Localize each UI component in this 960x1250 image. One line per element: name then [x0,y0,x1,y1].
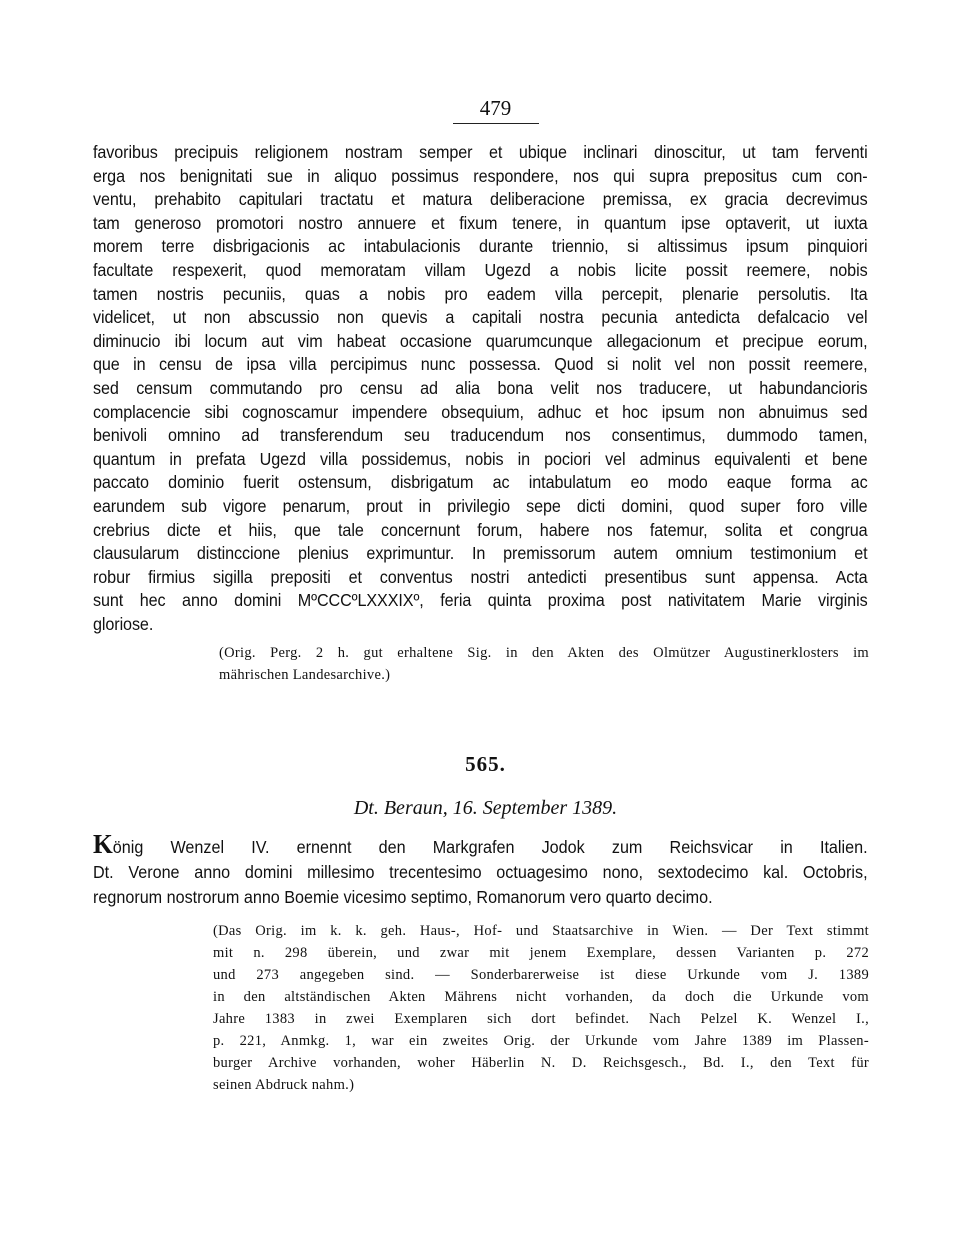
document-page [93,96,868,1096]
main-text-line: videlicet, ut non abscussio non quevis a capitali nostra pecunia antedicta defalcacio vel [93,307,868,328]
archive-note-line: und 273 angegeben sind. — Sonderbarerweise ist diese Urkunde vom J. 1389 [213,967,869,984]
regest-text: önig Wenzel IV. ernennt den Markgrafen Jodok zum Reichsvicar in Italien. [112,837,868,858]
main-text-line: benivoli omnino ad transferendum seu traducendum nos consentimus, dummodo tamen, [93,425,868,446]
main-text-line: facultate respexerit, quod memoratam villam Ugezd a nobis licite possit reemere, nobis [93,259,868,280]
regest-line [93,829,868,860]
main-text-line: gloriose. [93,613,154,634]
document-number: 565. [465,752,506,777]
main-text-line: erga nos benignitati sue in aliquo possimus respondere, nos qui supra prepositus cum con- [93,165,868,186]
dateline: Dt. Beraun, 16. September 1389. [353,797,618,820]
archive-note-line: in den altständischen Akten Mährens nicht vorhanden, da doch die Urkunde vom [213,989,869,1006]
main-text-line: ventu, prehabito capitulari tractatu et matura deliberacione premissa, ex gracia decrevimus [93,189,868,210]
main-text-line: paccato dominio fuerit ostensum, disbrigatum ac intabulatum eo modo eaque forma ac [93,472,868,493]
source-note-line: (Orig. Perg. 2 h. gut erhaltene Sig. in den Akten des Olmützer Augustinerklosters im [219,645,869,662]
main-text-line: sunt hec anno domini MºCCCºLXXXIXº, feria quinta proxima post nativitatem Marie virginis [93,590,868,611]
main-text-line: complacencie sibi cognoscamur impendere obsequium, adhuc et hoc ipsum non abnuimus sed [93,401,868,422]
main-text-line: robur firmius sigilla prepositi et conventus nostri antedicti presentibus sunt appensa. Acta [93,566,868,587]
main-text-line: clausularum distinccione plenius exprimuntur. In premissorum autem omnium testimonium et [93,543,868,564]
source-note [219,642,869,686]
regest-line: regnorum nostrorum anno Boemie vicesimo septimo, Romanorum vero quarto decimo. [93,887,713,908]
archive-note-line: Jahre 1383 in zwei Exemplaren sich dort befindet. Nach Pelzel K. Wenzel I., [213,1011,869,1028]
page-number-rule [453,123,539,124]
main-text-line: favoribus precipuis religionem nostram semper et ubique inclinari dinoscitur, ut tam ferventi [93,142,868,162]
main-text-line: tam generoso promotori nostro annuere et fixum tenere, in quantum ipse optaverit, ut iuxta [93,212,868,233]
main-text-line: crebrius dicte et hiis, que tale concernunt forum, habere nos fatemur, solita et congrua [93,519,868,540]
main-text-line: quantum in prefata Ugezd villa possidemus, nobis in pociori vel adminus equivalenti et bene [93,448,868,469]
archive-note-line: p. 221, Anmkg. 1, war ein zweites Orig. der Urkunde vom Jahre 1389 im Plassen- [213,1033,869,1050]
archive-note-line: (Das Orig. im k. k. geh. Haus-, Hof- und Staatsarchive in Wien. — Der Text stimmt [213,923,869,940]
main-text-line: sed censum commutando pro censu ad alia bona velit nos traducere, ut habundancioris [93,377,868,398]
main-text-line: tamen nostris pecuniis, quas a nobis pro eadem villa percepit, plenarie persolutis. Ita [93,283,868,304]
archive-note-line: burger Archive vorhanden, woher Häberlin N. D. Reichsgesch., Bd. I., den Text für [213,1055,869,1072]
regest-line: Dt. Verone anno domini millesimo trecentesimo octuagesimo nono, sextodecimo kal. Octobris, [93,862,868,883]
main-text-line: diminucio ibi locum aut vim habeat occasione quarumcunque allegacionum et precipue eorum, [93,330,868,351]
main-text-line: earundem sub vigore penarum, prout in privilegio sepe dicti domini, quod super foro ville [93,495,868,516]
archive-note [213,920,869,1096]
archive-note-line: mit n. 298 überein, und zwar mit jenem Exemplare, dessen Varianten p. 272 [213,945,869,962]
main-text [93,141,868,636]
regest-initial: K [93,829,113,860]
archive-note-line: seinen Abdruck nahm.) [213,1077,355,1094]
source-note-line: mährischen Landesarchive.) [219,667,391,684]
page-number: 479 [479,96,512,120]
regest [93,829,868,910]
main-text-line: morem terre disbrigacionis ac intabulacionis durante triennio, si altissimus ipsum pinquiori [93,236,868,257]
main-text-line: que in censu de ipsa villa percipimus nunc possessa. Quod si nolit vel non possit reemere, [93,354,868,375]
